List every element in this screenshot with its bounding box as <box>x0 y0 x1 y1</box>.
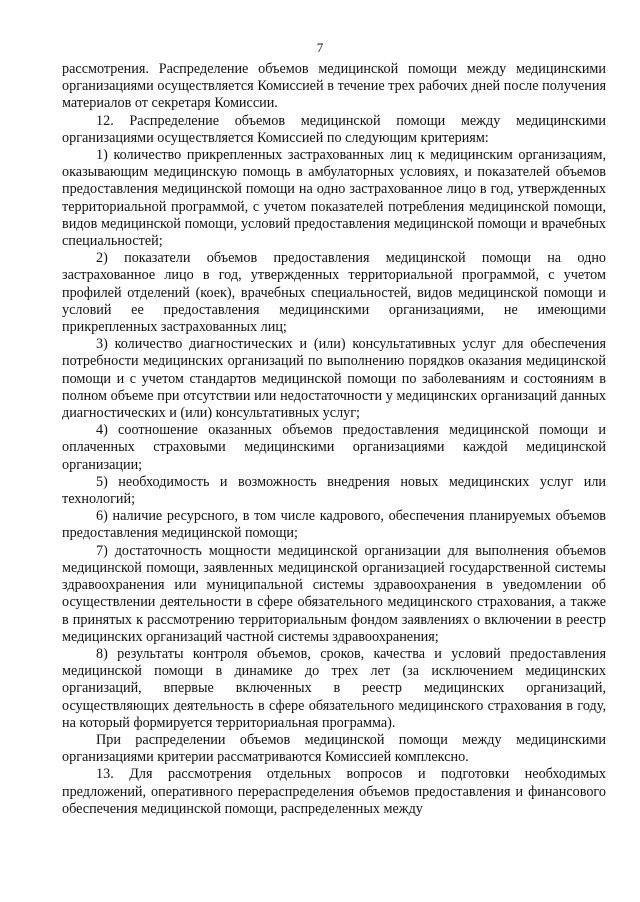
criterion-2: 2) показатели объемов предоставления медицинской помощи на одно застрахованное лицо в год, утвержденных территориальной программой, с учетом профилей отделений (коек), врачебных специальностей, видов медицинской помощи и условий ее предоставления медицинскими организациями, не имеющими прикрепленных застрахованных лиц; <box>62 250 606 336</box>
criterion-4: 4) соотношение оказанных объемов предоставления медицинской помощи и оплаченных страховыми медицинскими организациями каждой медицинской организации; <box>62 422 606 473</box>
paragraph-continuation: рассмотрения. Распределение объемов медицинской помощи между медицинскими организациями осуществляется Комиссией в течение трех рабочих дней после получения материалов от секретаря Комиссии. <box>62 61 606 112</box>
paragraph-comprehensive-review: При распределении объемов медицинской помощи между медицинскими организациями критерии рассматриваются Комиссией комплексно. <box>62 731 606 766</box>
criterion-7: 7) достаточность мощности медицинской организации для выполнения объемов медицинской помощи, заявленных медицинской организацией государственной системы здравоохранения или муниципальной системы здравоохранения в уведомлении об осуществлении деятельности в сфере обязательного медицинского страхования, а также в принятых к рассмотрению территориальным фондом заявлениях о включении в реестр медицинских организаций частной системы здравоохранения; <box>62 542 606 645</box>
criterion-5: 5) необходимость и возможность внедрения новых медицинских услуг или технологий; <box>62 473 606 508</box>
criterion-8: 8) результаты контроля объемов, сроков, качества и условий предоставления медицинской помощи в динамике до трех лет (за исключением медицинских организаций, впервые включенных в реестр медицинских организаций, осуществляющих деятельность в сфере обязательного медицинского страхования в году, на который формируется территориальная программа). <box>62 645 606 731</box>
paragraph-section-13: 13. Для рассмотрения отдельных вопросов и подготовки необходимых предложений, оперативного перераспределения объемов предоставления и финансового обеспечения медицинской помощи, распределенных между <box>62 766 606 817</box>
page-number: 7 <box>316 40 324 55</box>
criterion-3: 3) количество диагностических и (или) консультативных услуг для обеспечения потребности медицинских организаций по выполнению порядков оказания медицинской помощи и с учетом стандартов медицинской помощи по заболеваниям и состояниям в полном объеме при отсутствии или недостаточности у медицинских организаций данных диагностических и (или) консультативных услуг; <box>62 336 606 422</box>
document-body <box>62 61 606 818</box>
criterion-6: 6) наличие ресурсного, в том числе кадрового, обеспечения планируемых объемов предоставления медицинской помощи; <box>62 508 606 542</box>
criterion-1: 1) количество прикрепленных застрахованных лиц к медицинским организациям, оказывающим медицинскую помощь в амбулаторных условиях, и показателей объемов предоставления медицинской помощи на одно застрахованное лицо в год, утвержденных территориальной программой, с учетом показателей потребления медицинской помощи, видов медицинской помощи, условий предоставления медицинской помощи и врачебных специальностей; <box>62 147 606 250</box>
paragraph-section-12: 12. Распределение объемов медицинской помощи между медицинскими организациями осуществляется Комиссией по следующим критериям: <box>62 112 606 146</box>
